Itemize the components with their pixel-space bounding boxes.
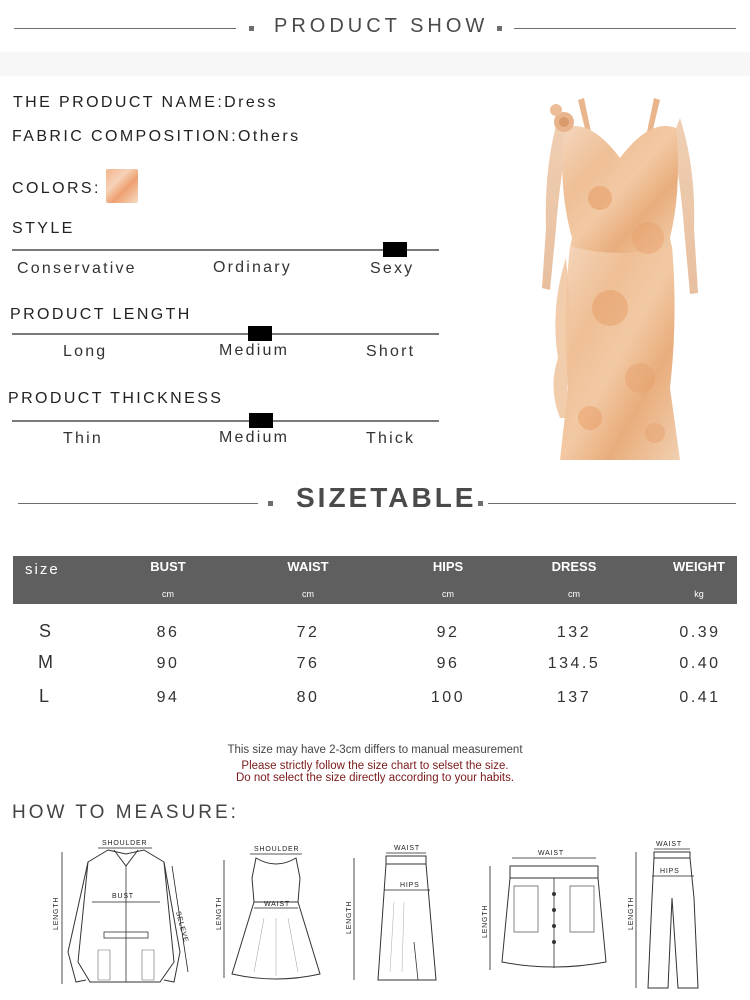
style-option-conservative: Conservative xyxy=(17,260,137,277)
hips-unit: cm xyxy=(442,589,454,599)
skirt-waist-label: WAIST xyxy=(394,845,420,852)
how-to-measure-title: HOW TO MEASURE: xyxy=(12,802,239,823)
thickness-option-thick: Thick xyxy=(366,430,416,447)
header-line-right xyxy=(514,28,736,29)
dress-unit: cm xyxy=(568,589,580,599)
length-scale-line xyxy=(12,333,439,335)
sizetable-square-right xyxy=(478,501,483,506)
row-m-dress: 134.5 xyxy=(547,655,601,672)
pants-waist-label: WAIST xyxy=(656,841,682,848)
row-l-hips: 100 xyxy=(430,689,466,706)
row-l-bust: 94 xyxy=(156,689,180,706)
hips-column-header: HIPS xyxy=(432,559,464,574)
pants-length-label: LENGTH xyxy=(628,896,635,930)
product-photo[interactable] xyxy=(520,88,720,468)
row-s-hips: 92 xyxy=(436,624,460,641)
size-column-header: size xyxy=(25,561,60,578)
pants-measure-diagram xyxy=(624,838,714,993)
style-option-ordinary: Ordinary xyxy=(213,259,292,276)
row-l-size: L xyxy=(39,686,50,706)
jacket-measure-diagram xyxy=(48,832,198,992)
thickness-scale-line xyxy=(12,420,439,422)
row-m-hips: 96 xyxy=(436,655,460,672)
jacket-sleeve-label: SELEVE xyxy=(174,910,190,944)
length-option-short: Short xyxy=(366,343,416,360)
row-s-dress: 132 xyxy=(556,624,592,641)
waist-column-header: WAIST xyxy=(287,559,329,574)
thickness-label: PRODUCT THICKNESS xyxy=(8,390,224,407)
size-warning-1: Please strictly follow the size chart to selset the size. xyxy=(241,760,509,772)
color-swatch[interactable] xyxy=(106,169,138,203)
length-option-medium: Medium xyxy=(219,342,290,359)
size-table-header xyxy=(13,556,737,604)
pants-hips-label: HIPS xyxy=(660,868,680,875)
measurement-note: This size may have 2-3cm differs to manual measurement xyxy=(227,744,523,756)
product-name: THE PRODUCT NAME:Dress xyxy=(13,94,278,111)
style-marker xyxy=(383,242,407,257)
row-m-weight: 0.40 xyxy=(679,655,721,672)
header-square-left xyxy=(249,26,254,31)
skirt-hips-label: HIPS xyxy=(400,882,420,889)
length-option-long: Long xyxy=(63,343,108,360)
shorts-length-label: LENGTH xyxy=(482,904,489,938)
thickness-option-thin: Thin xyxy=(63,430,103,447)
dress-measure-diagram xyxy=(214,838,334,988)
row-s-waist: 72 xyxy=(296,624,320,641)
row-m-bust: 90 xyxy=(156,655,180,672)
row-l-weight: 0.41 xyxy=(679,689,721,706)
dress-column-header: DRESS xyxy=(551,559,597,574)
colors-label: COLORS: xyxy=(12,180,101,197)
header-band xyxy=(0,52,750,76)
sizetable-title: SIZETABLE xyxy=(296,482,477,513)
jacket-shoulder-label: SHOULDER xyxy=(102,840,148,847)
row-s-bust: 86 xyxy=(156,624,180,641)
shorts-measure-diagram xyxy=(476,846,626,976)
style-label: STYLE xyxy=(12,220,75,237)
row-l-dress: 137 xyxy=(556,689,592,706)
style-scale-line xyxy=(12,249,439,251)
waist-unit: cm xyxy=(302,589,314,599)
bust-unit: cm xyxy=(162,589,174,599)
thickness-marker xyxy=(249,413,273,428)
bust-column-header: BUST xyxy=(150,559,186,574)
fabric-composition: FABRIC COMPOSITION:Others xyxy=(12,128,301,145)
size-warning-2: Do not select the size directly according to your habits. xyxy=(235,772,515,784)
header-line-left xyxy=(14,28,236,29)
jacket-length-label: LENGTH xyxy=(53,896,60,930)
shorts-waist-label: WAIST xyxy=(538,850,564,857)
dress-waist-label: WAIST xyxy=(264,901,290,908)
dress-length-label: LENGTH xyxy=(216,896,223,930)
length-marker xyxy=(248,326,272,341)
skirt-measure-diagram xyxy=(344,842,444,987)
row-m-size: M xyxy=(38,652,53,672)
row-s-size: S xyxy=(39,621,52,641)
row-m-waist: 76 xyxy=(296,655,320,672)
length-label: PRODUCT LENGTH xyxy=(10,306,192,323)
weight-unit: kg xyxy=(694,589,704,599)
row-l-waist: 80 xyxy=(296,689,320,706)
weight-column-header: WEIGHT xyxy=(673,559,725,574)
sizetable-square-left xyxy=(268,501,273,506)
header-square-right xyxy=(497,26,502,31)
style-option-sexy: Sexy xyxy=(370,260,415,277)
thickness-option-medium: Medium xyxy=(219,429,290,446)
row-s-weight: 0.39 xyxy=(679,624,721,641)
sizetable-line-right xyxy=(488,503,736,504)
dress-shoulder-label: SHOULDER xyxy=(254,846,300,853)
page-title: PRODUCT SHOW xyxy=(274,15,489,37)
jacket-bust-label: BUST xyxy=(112,893,134,900)
skirt-length-label: LENGTH xyxy=(346,900,353,934)
sizetable-line-left xyxy=(18,503,258,504)
